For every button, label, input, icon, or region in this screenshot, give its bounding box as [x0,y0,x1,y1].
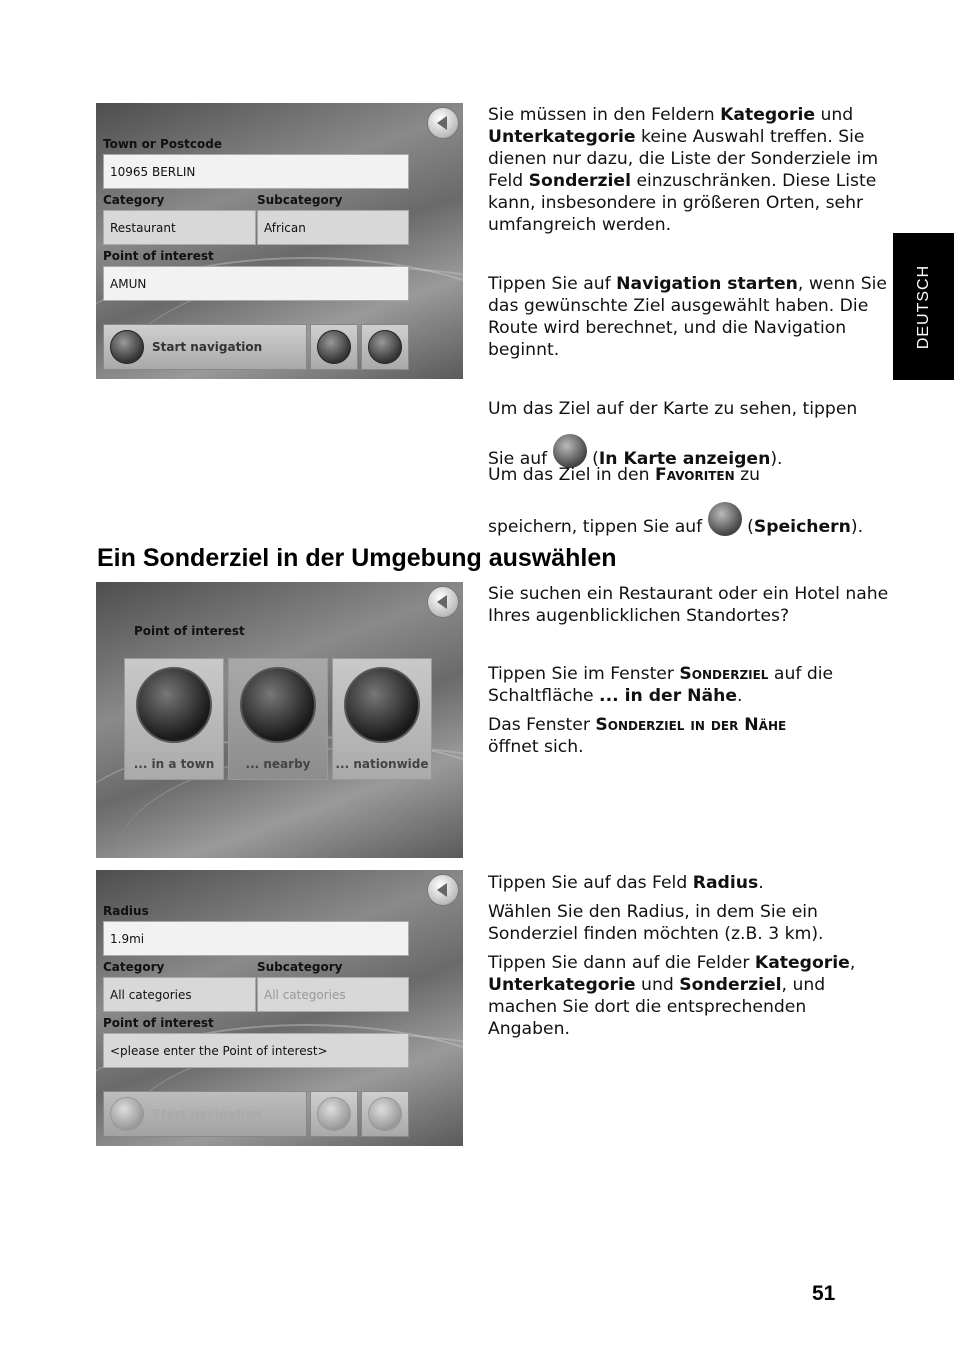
paragraph-start-navigation: Tippen Sie auf Navigation starten, wenn Sie das gewünschte Ziel ausgewählt haben. Die Route wird berechnet, und die Navigation beginnt. [488,274,887,360]
paragraph-window-opens: Das Fenster Sonderziel in der Nähe öffnet sich. [488,715,787,757]
poi-label: Point of interest [103,1016,214,1030]
town-field[interactable]: 10965 BERLIN [103,154,409,189]
target-icon [240,667,316,743]
category-label: Category [103,193,165,207]
paragraph-nearby-instruction: Tippen Sie im Fenster Sonderziel auf die Schaltfläche ... in der Nähe. [488,664,834,706]
screenshot-poi-type [96,582,463,858]
language-tab [893,233,954,380]
category-field[interactable]: Restaurant [103,210,256,245]
screenshot-poi-form [96,103,463,379]
paragraph-show-map: Um das Ziel auf der Karte zu sehen, tippen Sie auf (In Karte anzeigen). [488,399,858,469]
navigation-arrow-icon [110,1097,144,1131]
show-on-map-button[interactable] [310,1091,358,1137]
back-icon[interactable] [427,874,459,906]
category-label: Category [103,960,165,974]
poi-field[interactable]: <please enter the Point of interest> [103,1033,409,1068]
start-navigation-label: Start navigation [152,1107,263,1121]
paragraph-fill-fields: Tippen Sie dann auf die Felder Kategorie, Unterkategorie und Sonderziel, und machen Sie dort die entsprechenden Angaben. [488,953,856,1039]
in-a-town-label: ... in a town [133,757,215,771]
subcategory-field[interactable]: All categories [257,977,409,1012]
map-icon [317,1097,351,1131]
start-navigation-button[interactable] [103,1091,307,1137]
town-label: Town or Postcode [103,137,222,151]
nearby-button[interactable] [228,658,328,780]
subcategory-field[interactable]: African [257,210,409,245]
floppy-disk-icon [708,502,742,536]
start-navigation-label: Start navigation [152,340,263,354]
radius-label: Radius [103,904,149,918]
screenshot-nearby-form [96,870,463,1146]
category-field[interactable]: All categories [103,977,256,1012]
poi-label: Point of interest [134,624,245,638]
nearby-label: ... nearby [245,757,311,771]
in-a-town-button[interactable] [124,658,224,780]
paragraph-selection-hint: Sie müssen in den Feldern Kategorie und Unterkategorie keine Auswahl treffen. Sie dienen nur dazu, die Liste der Sonderziele im Feld Sonderziel einzuschränken. Diese Liste kann, insbesondere in größeren Orten, sehr umfangreich werden. [488,105,879,235]
page-number: 51 [812,1282,836,1305]
radius-field[interactable]: 1.9mi [103,921,409,956]
show-on-map-button[interactable] [310,324,358,370]
save-button[interactable] [361,324,409,370]
language-tab-label: DEUTSCH [914,264,932,349]
nationwide-button[interactable] [332,658,432,780]
floppy-disk-icon [368,1097,402,1131]
map-icon [553,434,587,468]
save-button[interactable] [361,1091,409,1137]
city-buildings-icon [136,667,212,743]
paragraph-radius: Tippen Sie auf das Feld Radius. [488,873,764,893]
back-icon[interactable] [427,586,459,618]
poi-field[interactable]: AMUN [103,266,409,301]
flags-icon [344,667,420,743]
paragraph-nearby-question: Sie suchen ein Restaurant oder ein Hotel nahe Ihres augenblicklichen Standortes? [488,584,889,626]
subcategory-label: Subcategory [257,193,343,207]
start-navigation-button[interactable] [103,324,307,370]
subcategory-label: Subcategory [257,960,343,974]
paragraph-choose-radius: Wählen Sie den Radius, in dem Sie ein Sonderziel finden möchten (z.B. 3 km). [488,902,824,944]
map-icon [317,330,351,364]
poi-label: Point of interest [103,249,214,263]
floppy-disk-icon [368,330,402,364]
nationwide-label: ... nationwide [335,757,429,771]
section-heading: Ein Sonderziel in der Umgebung auswählen [97,544,617,572]
paragraph-favorites: Um das Ziel in den Favoriten zu speichern, tippen Sie auf (Speichern). [488,465,864,537]
navigation-arrow-icon [110,330,144,364]
back-icon[interactable] [427,107,459,139]
